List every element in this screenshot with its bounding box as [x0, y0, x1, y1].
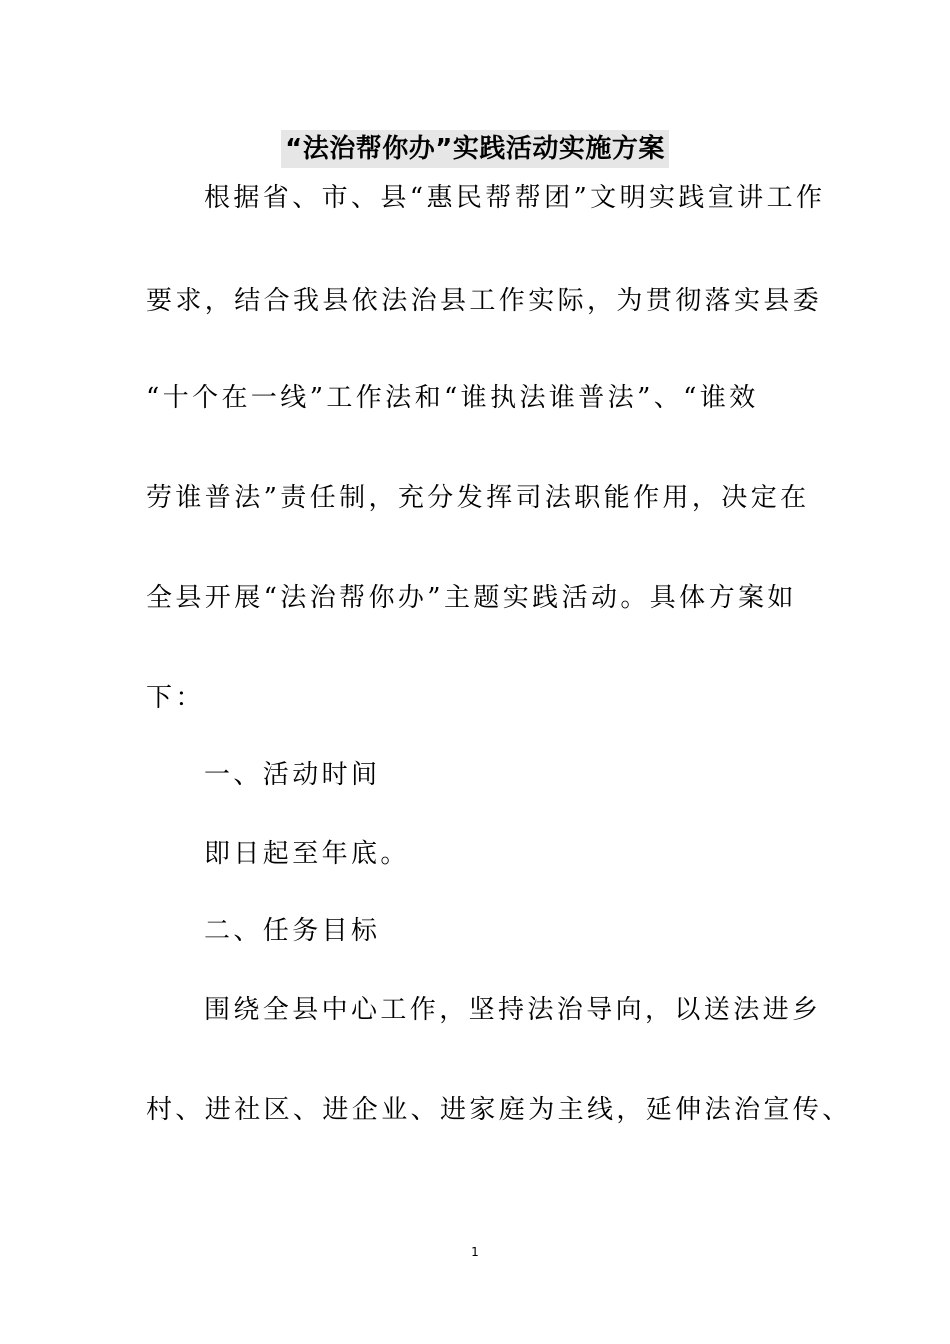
paragraph-line: 村、进社区、进企业、进家庭为主线，延伸法治宣传、: [146, 1095, 852, 1125]
paragraph-line: 即日起至年底。: [204, 839, 410, 869]
paragraph-line: 围绕全县中心工作，坚持法治导向，以送法进乡: [204, 995, 822, 1025]
paragraph-line: 根据省、市、县“惠民帮帮团”文明实践宣讲工作: [204, 183, 826, 213]
paragraph-line: 下：: [146, 683, 205, 713]
paragraph-line: 要求，结合我县依法治县工作实际，为贯彻落实县委: [146, 286, 823, 316]
paragraph-line: 劳谁普法”责任制，充分发挥司法职能作用，决定在: [146, 483, 810, 513]
paragraph-line: “十个在一线”工作法和“谁执法谁普法”、“谁效: [146, 383, 759, 413]
section-heading: 一、活动时间: [204, 760, 381, 790]
title-container: [0, 130, 950, 168]
page-number: 1: [471, 1245, 479, 1259]
section-heading: 二、任务目标: [204, 916, 381, 946]
document-title: “法治帮你办”实践活动实施方案: [281, 130, 669, 168]
paragraph-line: 全县开展“法治帮你办”主题实践活动。具体方案如: [146, 583, 797, 613]
